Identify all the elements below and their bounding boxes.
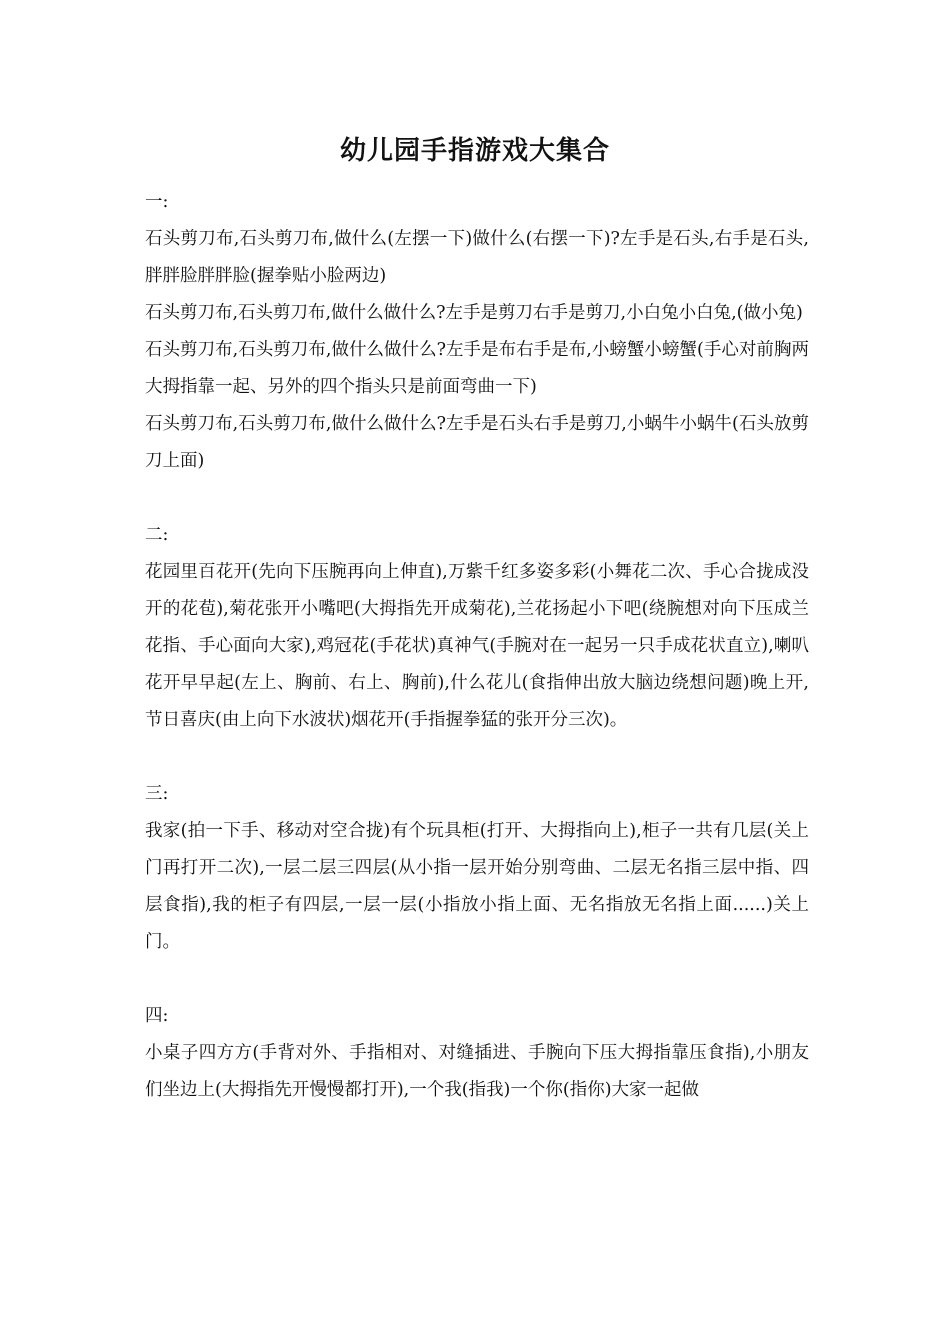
section-paragraph: 石头剪刀布,石头剪刀布,做什么做什么?左手是石头右手是剪刀,小蜗牛小蜗牛(石头放剪刀上面) (145, 414, 809, 471)
section-paragraph: 石头剪刀布,石头剪刀布,做什么(左摆一下)做什么(右摆一下)?左手是石头,右手是石头,胖胖脸胖胖脸(握拳贴小脸两边) (145, 229, 809, 286)
paragraph-spacer (145, 480, 809, 517)
section-paragraph: 花园里百花开(先向下压腕再向上伸直),万紫千红多姿多彩(小舞花二次、手心合拢成没开的花苞),菊花张开小嘴吧(大拇指先开成菊花),兰花扬起小下吧(绕腕想对向下压成兰花指、手心面向大家),鸡冠花(手花状)真神气(手腕对在一起另一只手成花状直立),喇叭花开早早起(左上、胸前、右上、胸前),什么花儿(食指伸出放大脑边绕想问题)晚上开,节日喜庆(由上向下水波状)烟花开(手指握拳猛的张开分三次)。 (145, 562, 809, 730)
section-paragraph: 我家(拍一下手、移动对空合拢)有个玩具柜(打开、大拇指向上),柜子一共有几层(关上门再打开二次),一层二层三四层(从小指一层开始分别弯曲、二层无名指三层中指、四层食指),我的柜子有四层,一层一层(小指放小指上面、无名指放无名指上面......)关上门。 (145, 821, 809, 952)
paragraph-spacer (145, 961, 809, 998)
document-title: 幼儿园手指游戏大集合 (339, 136, 610, 166)
section-paragraph: 小桌子四方方(手背对外、手指相对、对缝插进、手腕向下压大拇指靠压食指),小朋友们坐边上(大拇指先开慢慢都打开),一个我(指我)一个你(指你)大家一起做 (145, 1043, 809, 1100)
section-paragraph: 石头剪刀布,石头剪刀布,做什么做什么?左手是布右手是布,小螃蟹小螃蟹(手心对前胸两大拇指靠一起、另外的四个指头只是前面弯曲一下) (145, 340, 809, 397)
section-heading: 四: (145, 1006, 169, 1026)
document-body (145, 184, 809, 1109)
section-heading: 一: (145, 192, 169, 212)
paragraph-spacer (145, 739, 809, 776)
section-heading: 三: (145, 784, 169, 804)
section-paragraph: 石头剪刀布,石头剪刀布,做什么做什么?左手是剪刀右手是剪刀,小白兔小白兔,(做小兔) (145, 303, 803, 323)
section-heading: 二: (145, 525, 169, 545)
